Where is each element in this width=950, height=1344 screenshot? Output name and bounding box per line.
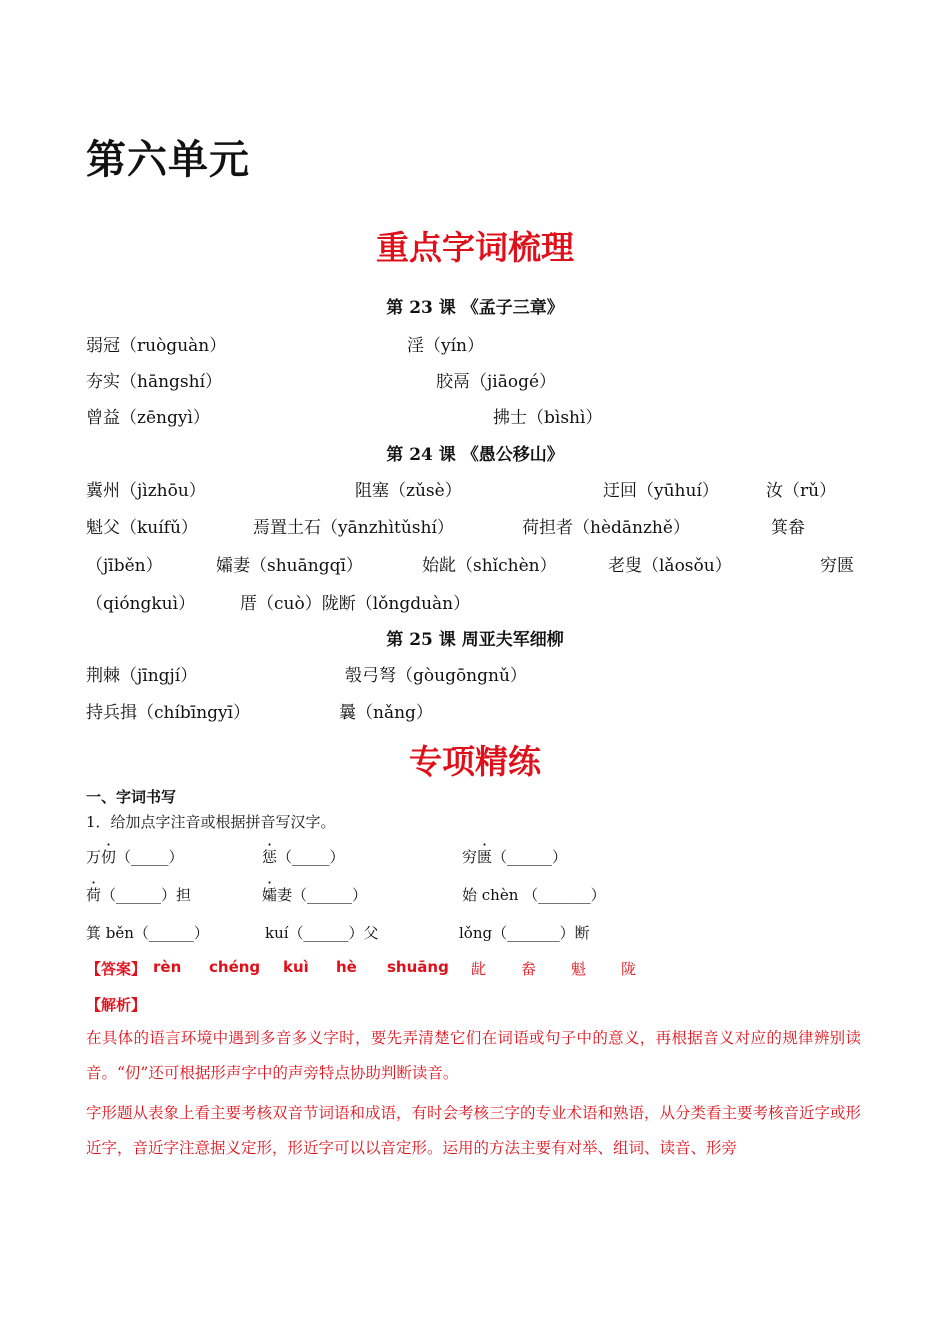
answer-item: hè (336, 958, 357, 976)
section-title-practice: 专项精练 (409, 742, 541, 781)
word-item: 孀妻（shuāngqī） (216, 556, 363, 576)
question-item: 荷（______）担 (86, 886, 192, 904)
word-item: （jīběn） (86, 556, 163, 576)
section-title-key-words: 重点字词梳理 (376, 228, 574, 267)
word-item: 老叟（lǎosǒu） (608, 556, 732, 576)
word-item: 持兵揖（chíbīngyī） (86, 703, 251, 723)
word-item: 荆棘（jīngjí） (86, 666, 198, 686)
answer-item: 畚 (521, 960, 537, 978)
word-item: 阻塞（zǔsè） (355, 481, 462, 501)
question-item: 始 chèn （_______） (462, 886, 606, 904)
part-title: 一、字词书写 (86, 788, 177, 806)
answer-item: rèn (153, 958, 182, 976)
answer-item: chéng (209, 958, 261, 976)
question-item: 惩（_____） (262, 848, 345, 866)
question-prompt: 1．给加点字注音或根据拼音写汉字。 (86, 813, 336, 831)
word-item: 弱冠（ruòguàn） (86, 336, 227, 356)
unit-title: 第六单元 (86, 137, 250, 183)
answer-item: kuì (283, 958, 309, 976)
lesson-23-title: 第 23 课 《孟子三章》 (386, 298, 564, 318)
word-item: 汝（rǔ） (766, 481, 837, 501)
answer-item: 陇 (621, 960, 637, 978)
analysis-label: 【解析】 (86, 996, 147, 1014)
answer-item: 龀 (471, 960, 487, 978)
question-item: 箕 běn（______） (86, 924, 209, 942)
word-item: 始龀（shǐchèn） (422, 556, 557, 576)
question-item: kuí（______）父 (265, 924, 379, 942)
word-item: 夯实（hāngshí） (86, 372, 223, 392)
word-item: （qióngkuì） (86, 594, 196, 614)
word-item: 冀州（jìzhōu） (86, 481, 206, 501)
answer-item: 魁 (571, 960, 587, 978)
lesson-25-title: 第 25 课 周亚夫军细柳 (386, 630, 564, 650)
analysis-paragraph: 在具体的语言环境中遇到多音多义字时，要先弄清楚它们在词语或句子中的意义，再根据音义对应的规律辨别读音。“仞”还可根据形声字中的声旁特点协助判断读音。 (86, 1029, 861, 1082)
question-item: 万仞（_____） (86, 848, 184, 866)
word-item: 魁父（kuífǔ） (86, 518, 198, 538)
answer-item: shuāng (387, 958, 449, 976)
question-item: 穷匮（______） (462, 848, 568, 866)
word-item: 拂士（bìshì） (493, 408, 603, 428)
question-item: 孀妻（______） (262, 886, 368, 904)
word-item: 彀弓弩（gòugōngnǔ） (345, 666, 527, 686)
word-item: 厝（cuò）陇断（lǒngduàn） (240, 594, 471, 614)
lesson-24-title: 第 24 课 《愚公移山》 (386, 445, 564, 465)
word-item: 荷担者（hèdānzhě） (522, 518, 690, 538)
word-item: 淫（yín） (407, 336, 484, 356)
word-item: 迂回（yūhuí） (603, 481, 719, 501)
analysis-paragraph: 字形题从表象上看主要考核双音节词语和成语，有时会考核三字的专业术语和熟语，从分类看主要考核音近字或形近字，音近字注意据义定形，形近字可以以音定形。运用的方法主要有对举、组词、读音、形旁 (86, 1104, 862, 1157)
answer-label: 【答案】 (86, 960, 147, 978)
word-item: 穷匮 (820, 556, 854, 576)
word-item: 焉置土石（yānzhìtǔshí） (253, 518, 454, 538)
word-item: 曾益（zēngyì） (86, 408, 210, 428)
word-item: 箕畚 (771, 518, 805, 538)
word-item: 胶鬲（jiāogé） (436, 372, 557, 392)
word-item: 曩（nǎng） (339, 703, 433, 723)
question-item: lǒng（_______）断 (459, 924, 590, 942)
